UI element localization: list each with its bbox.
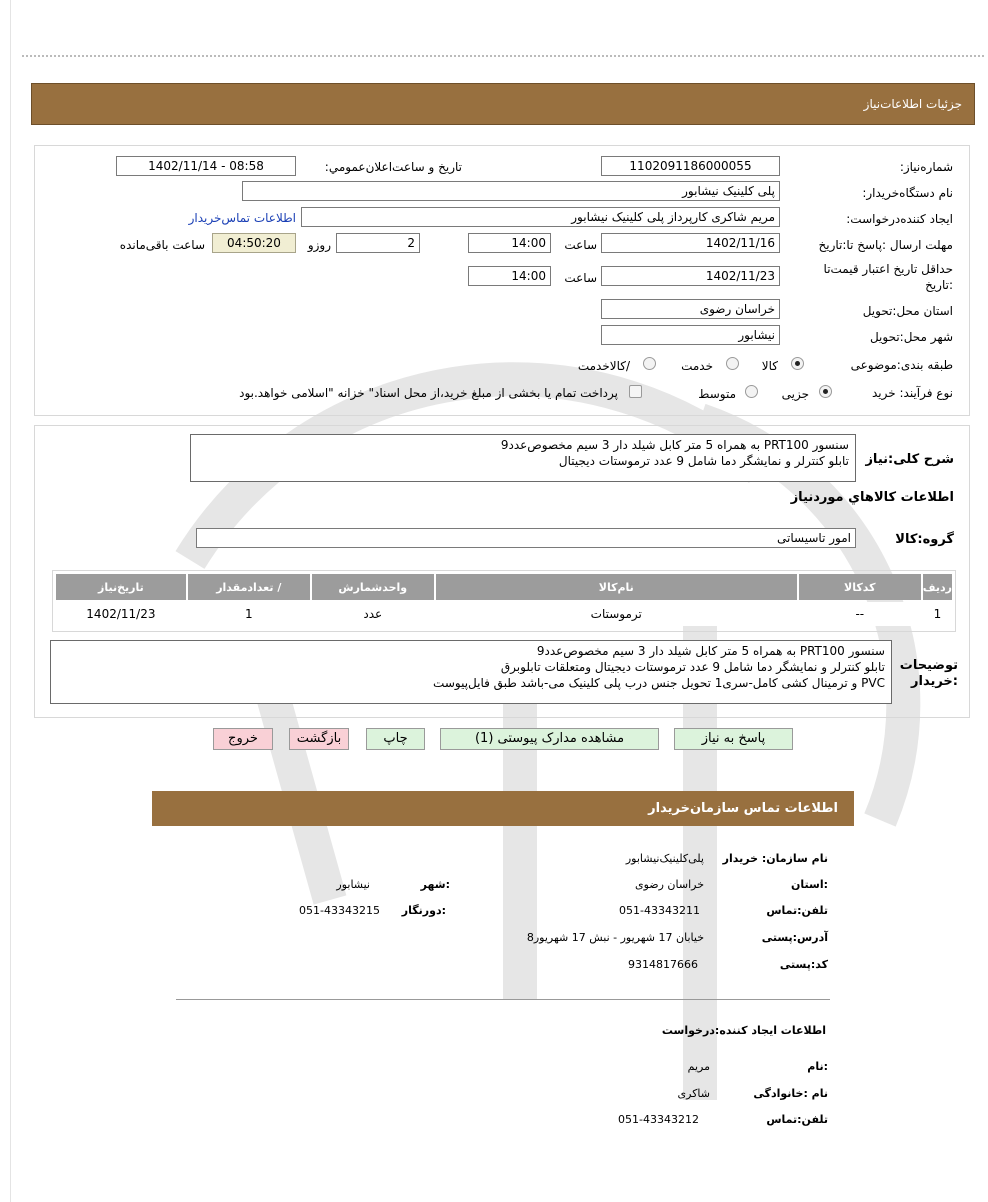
validity-time-label: ساعت [564,271,597,285]
contact-fax-label: :دورنگار [401,904,446,917]
contact-city-value: نیشابور [336,878,370,891]
reply-to-need-button[interactable]: پاسخ به نیاز [674,728,793,750]
buyer-device-label: نام دستگاه‌خریدار: [862,186,953,200]
request-creator-title: اطلاعات ایجاد کننده:درخواست [661,1024,826,1037]
validity-date-field: 1402/11/23 [601,266,780,286]
buyer-contact-title: اطلاعات تماس سازمان‌خریدار [648,801,838,816]
cell-row-number: 1 [923,602,952,626]
cell-goods-name: ترموستات [436,602,797,626]
col-need-date: تاریخ‌نیاز [56,574,186,600]
category-radio-service[interactable] [726,357,739,370]
delivery-city-field: نیشابور [601,325,780,345]
col-goods-code: کدکالا [799,574,921,600]
buyer-notes-line3: PVC و ترمینال کشی کامل-سری1 تحویل جنس درب پلی کلینیک می-باشد طبق فایل‌پیوست [433,676,885,690]
process-type-label: نوع فرآیند: خرید [872,386,953,400]
cell-need-date: 1402/11/23 [56,602,186,626]
validity-time-field: 14:00 [468,266,551,286]
days-label: روزو [307,238,331,252]
announce-datetime-label: تاریخ و ساعت‌اعلان‌عمومي: [324,160,462,174]
buyer-notes-line1: سنسور PRT100 به همراه 5 متر کابل شیلد دار 3 سیم مخصوص‌عدد9 [536,644,885,658]
remaining-time-label: ساعت باقی‌مانده [119,238,205,252]
buyer-device-field: پلی کلینیک نیشابور [242,181,780,201]
validity-label-line2: :تاریخ [925,278,953,292]
remaining-days-field: 2 [336,233,420,253]
general-description-label: شرح کلی:نیاز [865,452,954,467]
creator-last-name-value: شاکری [677,1087,710,1100]
creator-first-name-label: :نام [807,1060,828,1073]
col-row-number: ردیف [923,574,952,600]
validity-label-line1: حداقل تاریخ اعتبار قیمت‌تا [823,262,953,276]
buyer-notes-label-line1: توضیحات [899,658,958,673]
treasury-payment-note: پرداخت تمام یا بخشی از مبلغ خرید،از محل اسناد" خزانه "اسلامی خواهد.بود [239,386,618,400]
exit-button[interactable]: خروج [213,728,273,750]
delivery-province-label: استان محل:تحویل [862,304,953,318]
deadline-time-label: ساعت [564,238,597,252]
buyer-notes-line2: تابلو کنترلر و نمایشگر دما شامل 9 عدد ترموستات دیجیتال ومتعلقات تابلوبرق [500,660,885,674]
deadline-time-field: 14:00 [468,233,551,253]
postal-address-value: خیابان 17 شهریور - نبش 17 شهریور8 [526,931,704,944]
delivery-city-label: شهر محل:تحویل [869,330,953,344]
col-unit: واحدشمارش [312,574,434,600]
buyer-notes-label-line2: :خریدار [911,674,958,689]
treasury-payment-checkbox[interactable] [629,385,642,398]
contact-fax-value: 051-43343215 [299,904,380,917]
buyer-notes-box [50,640,892,704]
creator-label: ایجاد کننده‌درخواست: [846,212,953,226]
col-quantity: / تعدادمقدار [188,574,310,600]
org-name-label: نام سازمان: خریدار [722,852,828,865]
category-label: طبقه بندی:موضوعی [850,358,953,372]
need-number-label: شماره‌نیاز: [899,160,953,174]
general-description-line1: سنسور PRT100 به همراه 5 متر کابل شیلد دار 3 سیم مخصوص‌عدد9 [500,438,849,452]
deadline-label: مهلت ارسال :پاسخ تا:تاریخ [818,238,953,252]
details-header-bar [31,83,975,125]
print-button[interactable]: چاپ [366,728,425,750]
org-name-value: پلی‌کلینیک‌نیشابور [625,852,704,865]
category-option-service: خدمت [681,359,713,373]
cell-goods-code: -- [799,602,921,626]
page-left-border [10,0,11,1202]
category-option-goods: کالا [761,359,778,373]
remaining-time-display: 04:50:20 [212,233,296,253]
announce-datetime-field: 1402/11/14 - 08:58 [116,156,296,176]
deadline-date-field: 1402/11/16 [601,233,780,253]
general-description-line2: تابلو کنترلر و نمایشگر دما شامل 9 عدد ترموستات دیجیتال [558,454,849,468]
table-row [56,602,952,626]
breadcrumb: جزئیات اطلاعات‌نیاز [863,97,962,111]
contact-province-value: خراسان رضوی [634,878,704,891]
creator-field: مریم شاکری کارپرداز پلی کلینیک نیشابور [301,207,780,227]
goods-group-label: گروه:کالا [895,532,954,547]
creator-first-name-value: مریم [687,1060,710,1073]
contact-city-label: :شهر [420,878,450,891]
back-button[interactable]: بازگشت [289,728,349,750]
postal-code-value: 9314817666 [628,958,698,971]
buyer-contact-header [152,791,854,826]
postal-code-label: کد:پستی [779,958,828,971]
process-option-medium: متوسط [698,387,736,401]
buyer-contact-link[interactable]: اطلاعات تماس‌خریدار [188,211,296,225]
required-goods-title: اطلاعات کالاهاي مورد‌نیاز [790,490,954,505]
goods-group-field: امور تاسیساتی [196,528,856,548]
delivery-province-field: خراسان رضوی [601,299,780,319]
view-attachments-button[interactable]: مشاهده مدارک پیوستی (1) [440,728,659,750]
process-option-minor: جزیی [781,387,809,401]
postal-address-label: آدرس:پستی [761,931,828,944]
process-radio-medium[interactable] [745,385,758,398]
cell-quantity: 1 [188,602,310,626]
need-number-field: 1102091186000055 [601,156,780,176]
creator-last-name-label: نام :خانوادگی [753,1087,828,1100]
process-radio-minor[interactable] [819,385,832,398]
general-description-box [190,434,856,482]
contact-province-label: :استان [791,878,828,891]
category-radio-goods[interactable] [791,357,804,370]
top-dotted-divider [22,55,984,60]
contact-phone-value: 051-43343211 [619,904,700,917]
goods-table-header-row [56,574,952,600]
goods-table [54,572,954,628]
creator-phone-label: تلفن:تماس [766,1113,828,1126]
cell-unit: عدد [312,602,434,626]
creator-phone-value: 051-43343212 [618,1113,699,1126]
category-option-goods-service: /کالاخدمت [577,359,630,373]
contact-divider [176,999,830,1000]
category-radio-goods-service[interactable] [643,357,656,370]
col-goods-name: نام‌کالا [436,574,797,600]
contact-phone-label: تلفن:تماس [766,904,828,917]
